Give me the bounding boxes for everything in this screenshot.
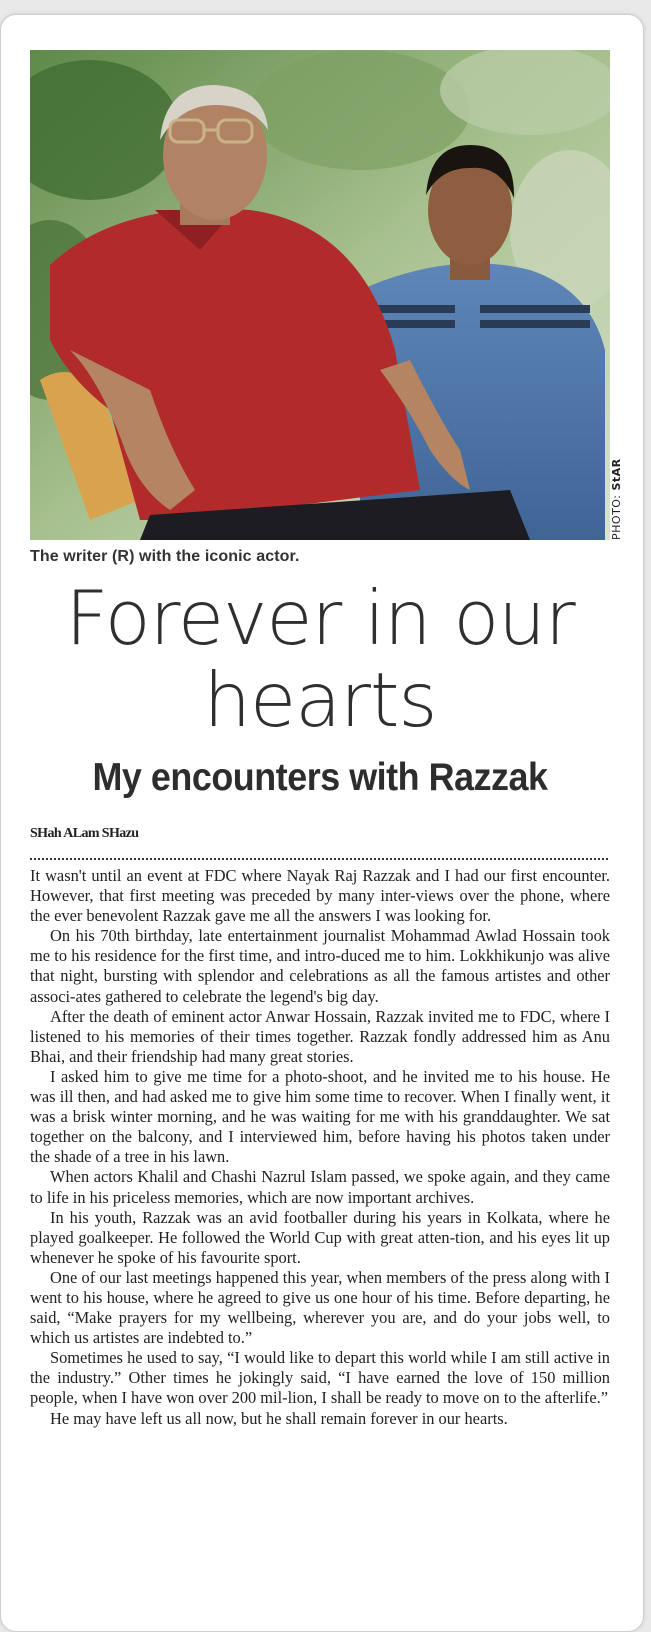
headline (30, 574, 610, 744)
photo-illustration (30, 50, 610, 540)
headline-line-2: hearts (203, 656, 437, 744)
dotted-divider (30, 858, 608, 860)
photo-caption: The writer (R) with the iconic actor. (30, 548, 300, 565)
article-paragraph: Sometimes he used to say, “I would like to depart this world while I am still active in the industry.” Other times he jokingly said, “I have earned the love of 150 million people, when I have won over 200 mil-lion, I shall be ready to move on to the afterlife.” (30, 1348, 610, 1408)
subheadline: My encounters with Razzak (92, 756, 548, 799)
headline-line-1: Forever in our (65, 574, 575, 662)
article-paragraph: He may have left us all now, but he shall remain forever in our hearts. (50, 1408, 508, 1428)
photo-credit-source: StAR (610, 458, 623, 491)
article-paragraph: I asked him to give me time for a photo-shoot, and he invited me to his house. He was ill then, and had asked me to give him some time to recover. When I finally went, it was a brisk winter morning, and he was waiting for me with his granddaughter. We sat together on the balcony, and I interviewed him, before having his photos taken under the shade of a tree in his lawn. (30, 1066, 610, 1167)
article-photo (30, 50, 610, 540)
article-paragraph: In his youth, Razzak was an avid footballer during his years in Kolkata, where he played goalkeeper. He followed the World Cup with great atten-tion, and his eyes lit up whenever he spoke of his favourite sport. (30, 1207, 610, 1267)
article-paragraph: One of our last meetings happened this year, when members of the press along with I went to his house, where he agreed to give us one hour of his time. Before departing, he said, “Make prayers for my wellbeing, wherever you are, and do your jobs well, to which us artistes are indebted to.” (30, 1267, 610, 1348)
article-paragraph: On his 70th birthday, late entertainment journalist Mohammad Awlad Hossain took me to his residence for the first time, and intro-duced me to him. Lokkhikunjo was alive that night, bursting with splendor and celebrations as all the famous artistes and other associ-ates gathered to celebrate the legend's big day. (30, 926, 610, 1006)
article-paragraph: After the death of eminent actor Anwar Hossain, Razzak invited me to FDC, where I listened to his memories of their times together. Razzak fondly addressed him as Anu Bhai, and their friendship had many great stories. (30, 1006, 610, 1066)
article-body (30, 866, 610, 1429)
photo-credit-prefix: PHOTO: (610, 490, 623, 540)
byline: SHah ALam SHazu (30, 826, 139, 841)
article-paragraph: It wasn't until an event at FDC where Nayak Raj Razzak and I had our first encounter. However, that first meeting was preceded by many inter-views over the phone, where the ever benevolent Razzak gave me all the answers I was looking for. (30, 866, 610, 926)
article-paragraph: When actors Khalil and Chashi Nazrul Islam passed, we spoke again, and they came to life in his priceless memories, which are now important archives. (30, 1167, 610, 1207)
photo-credit (610, 458, 623, 540)
